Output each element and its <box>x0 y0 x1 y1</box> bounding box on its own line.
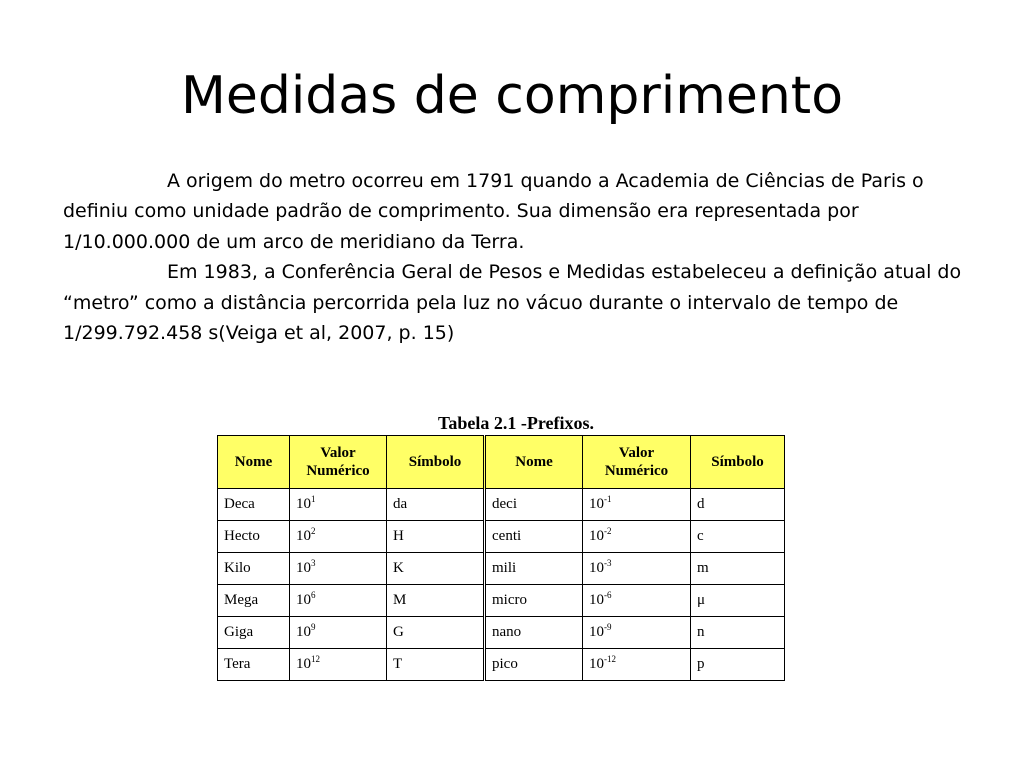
value-base: 10 <box>589 528 604 544</box>
subprefix-symbol: m <box>691 553 785 585</box>
value-base: 10 <box>589 656 604 672</box>
body-text <box>63 166 973 348</box>
value-base: 10 <box>589 624 604 640</box>
header-valor-sub <box>583 436 691 489</box>
prefix-name: Hecto <box>218 521 290 553</box>
header-simbolo-sub: Símbolo <box>691 436 785 489</box>
value-base: 10 <box>589 592 604 608</box>
value-base: 10 <box>296 496 311 512</box>
table-row <box>218 585 785 617</box>
table-row <box>218 553 785 585</box>
prefix-name: Deca <box>218 489 290 521</box>
header-valor-line2: Numérico <box>604 463 669 479</box>
header-valor <box>290 436 387 489</box>
subprefix-value <box>583 617 691 649</box>
paragraph-origin: A origem do metro ocorreu em 1791 quando a Academia de Ciências de Paris o definiu como unidade padrão de comprimento. Sua dimensão era representada por 1/10.000.000 de um arco de meridiano da Terra. <box>63 170 924 253</box>
paragraph-definition: Em 1983, a Conferência Geral de Pesos e Medidas estabeleceu a definição atual do “metro” como a distância percorrida pela luz no vácuo durante o intervalo de tempo de 1/299.792.458 s(Veiga et al, 2007, p. 15) <box>63 261 962 345</box>
subprefix-value <box>583 489 691 521</box>
header-nome: Nome <box>218 436 290 489</box>
prefix-value <box>290 649 387 681</box>
subprefix-name: mili <box>485 553 583 585</box>
prefix-value <box>290 489 387 521</box>
value-exponent: 1 <box>311 494 316 504</box>
value-base: 10 <box>296 624 311 640</box>
header-valor-line1: Valor <box>320 445 356 461</box>
prefix-name: Giga <box>218 617 290 649</box>
prefix-symbol: T <box>387 649 485 681</box>
table-row <box>218 489 785 521</box>
table-caption: Tabela 2.1 -Prefixos. <box>438 413 594 433</box>
header-simbolo: Símbolo <box>387 436 485 489</box>
subprefix-value <box>583 553 691 585</box>
slide-title: Medidas de comprimento <box>180 66 844 126</box>
prefix-name: Tera <box>218 649 290 681</box>
value-exponent: 9 <box>311 622 316 632</box>
value-exponent: 12 <box>311 654 320 664</box>
subprefix-name: micro <box>485 585 583 617</box>
value-base: 10 <box>589 560 604 576</box>
subprefix-value <box>583 585 691 617</box>
header-valor-line1: Valor <box>618 445 655 461</box>
subprefix-symbol: n <box>691 617 785 649</box>
prefix-symbol: H <box>387 521 485 553</box>
header-nome-sub: Nome <box>485 436 583 489</box>
subprefix-name: pico <box>485 649 583 681</box>
prefix-symbol: da <box>387 489 485 521</box>
header-valor-line2: Numérico <box>306 463 370 479</box>
prefix-symbol: K <box>387 553 485 585</box>
value-exponent: 3 <box>311 558 316 568</box>
prefix-value <box>290 617 387 649</box>
table-header-row <box>218 436 785 489</box>
value-exponent: 6 <box>311 590 316 600</box>
subprefix-name: centi <box>485 521 583 553</box>
prefix-value <box>290 585 387 617</box>
value-base: 10 <box>296 528 311 544</box>
prefix-symbol: M <box>387 585 485 617</box>
value-exponent: -9 <box>604 622 612 632</box>
prefix-name: Kilo <box>218 553 290 585</box>
subprefix-symbol: p <box>691 649 785 681</box>
subprefix-name: deci <box>485 489 583 521</box>
prefix-symbol: G <box>387 617 485 649</box>
value-exponent: -3 <box>604 558 612 568</box>
table-row <box>218 649 785 681</box>
subprefix-value <box>583 521 691 553</box>
subprefix-name: nano <box>485 617 583 649</box>
value-base: 10 <box>589 496 604 512</box>
table-row <box>218 617 785 649</box>
prefix-value <box>290 521 387 553</box>
value-base: 10 <box>296 560 311 576</box>
prefix-table <box>217 435 785 681</box>
subprefix-symbol: d <box>691 489 785 521</box>
value-exponent: 2 <box>311 526 316 536</box>
value-base: 10 <box>296 592 311 608</box>
subprefix-symbol: μ <box>691 585 785 617</box>
prefix-name: Mega <box>218 585 290 617</box>
subprefix-symbol: c <box>691 521 785 553</box>
value-exponent: -12 <box>604 654 616 664</box>
value-exponent: -1 <box>604 494 612 504</box>
value-base: 10 <box>296 656 311 672</box>
subprefix-value <box>583 649 691 681</box>
value-exponent: -6 <box>604 590 612 600</box>
prefix-value <box>290 553 387 585</box>
value-exponent: -2 <box>604 526 612 536</box>
table-row <box>218 521 785 553</box>
